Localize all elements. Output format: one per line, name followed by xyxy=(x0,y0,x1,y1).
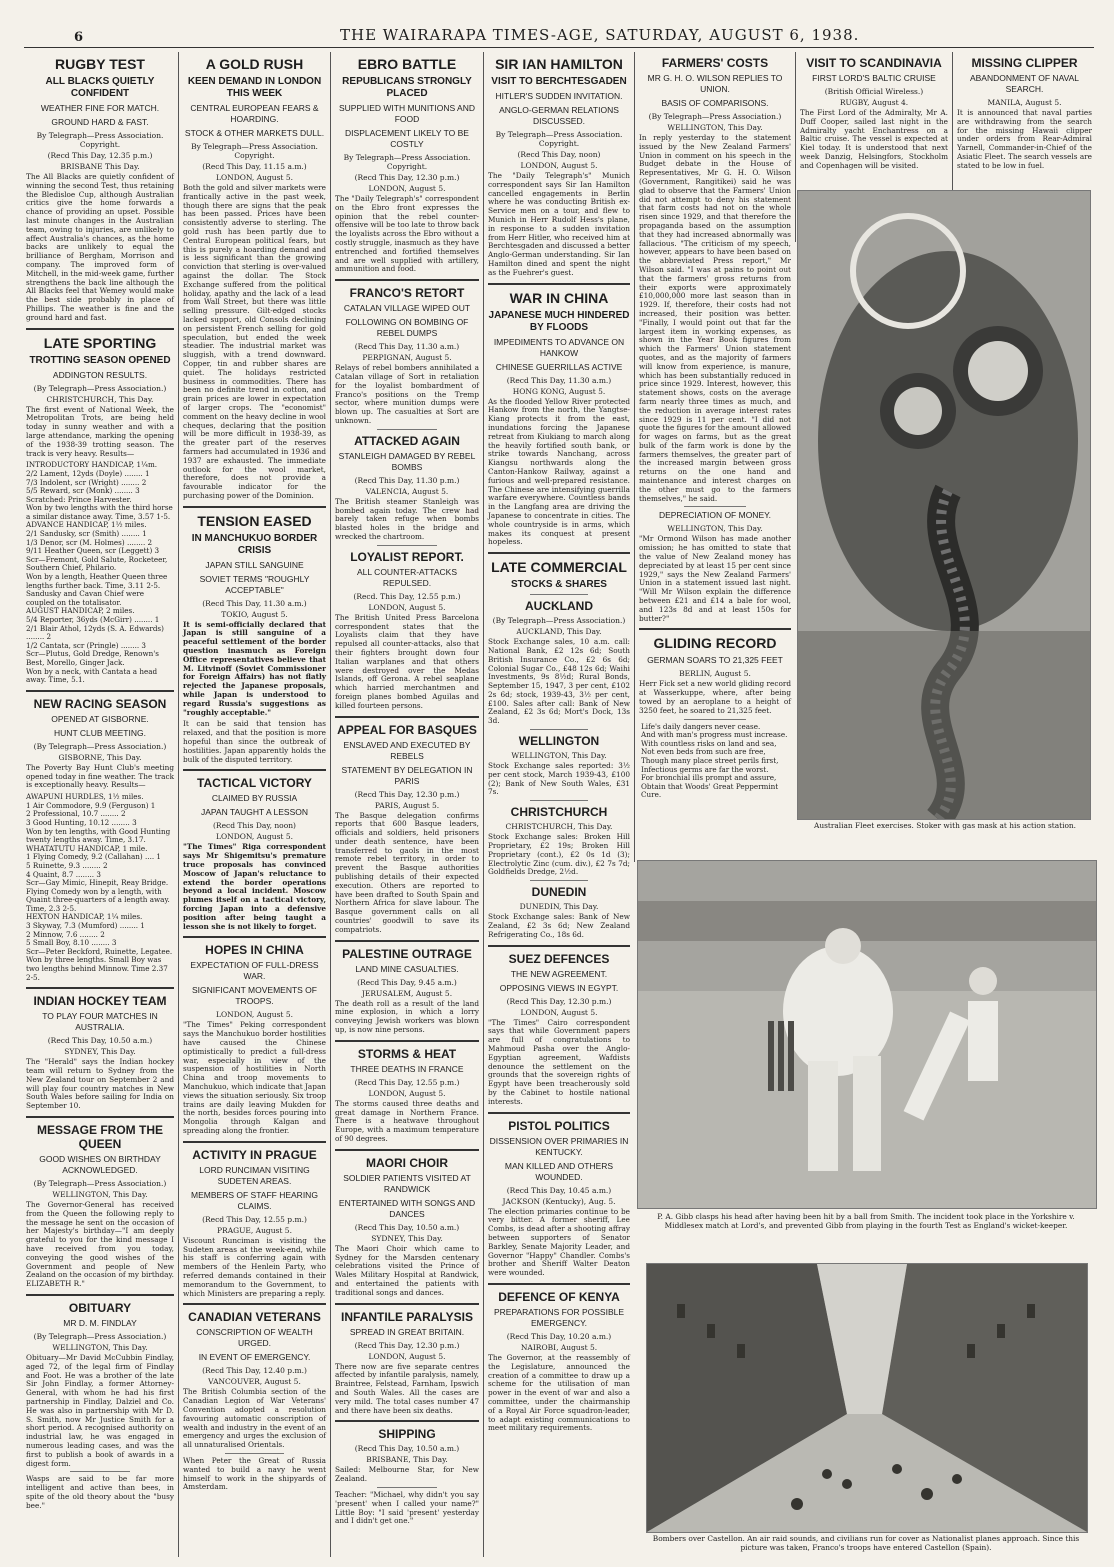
subheading: ABANDONMENT OF NAVAL SEARCH. xyxy=(969,73,1080,94)
newspaper-title: THE WAIRARAPA TIMES-AGE, SATURDAY, AUGUST 6, 1938. xyxy=(340,26,860,44)
received-time: (Recd This Day, 12.55 p.m.) xyxy=(202,1214,307,1224)
article-body: The death roll as a result of the land mine explosion, in which a lorry conveying Jewish workers was blown up, is now nine persons. xyxy=(335,998,479,1035)
dateline: BRISBANE, This Day. xyxy=(366,1455,448,1465)
subheading: TROTTING SEASON OPENED xyxy=(29,354,171,366)
article-body: The Basque delegation confirms reports that 600 Basque leaders, officials and soldiers, held prisoners under death sentence, have been transferred to gaols in the most remote rebel territory, in order to prevent the Basque authorities publishing details of their expected execution. Others are reported to have been drafted to South Spain and Northern Africa for slave labour. The Basque government calls on all countries' goodwill to save its compatriots. xyxy=(335,810,479,934)
section-rule xyxy=(488,283,630,285)
masthead-rule xyxy=(24,47,1094,48)
headline: NEW RACING SEASON xyxy=(33,696,167,711)
headline: DEFENCE OF KENYA xyxy=(498,1289,620,1304)
article-body: There now are five separate centres affected by infantile paralysis, namely, Braintree, Felstead, Farnham, Ipswich and South Wales. All the cases are very mild. The total cases number 47 and there have been six deaths. xyxy=(335,1361,479,1415)
separator xyxy=(377,545,436,546)
separator xyxy=(377,1487,436,1488)
column-rule xyxy=(330,52,331,1557)
dateline: SYDNEY, This Day. xyxy=(64,1047,136,1057)
column-5 xyxy=(637,52,793,842)
headline: MAORI CHOIR xyxy=(366,1155,448,1170)
dateline: NAIROBI, August 5. xyxy=(520,1342,598,1352)
filler-paragraph: Wasps are said to be far more intelligent and active than bees, in spite of the old theory about the "busy bee." xyxy=(26,1474,174,1510)
article-lead: "The Times" Riga correspondent says Mr Shigemitsu's premature truce proposals has convinced Moscow of Japan's reluctance to extend the border operations beyond a local incident. Moscow plumes itself on a tactical victory, forcing Japan into a defensive position after being taught a lesson she is not likely to forget. xyxy=(183,842,326,931)
byline: (By Telegraph—Press Association.) xyxy=(33,383,167,393)
photo-caption: Bombers over Castellon. An air raid sounds, and civilians run for cover as Nationalist planes approach. Since this picture was taken, Franco's troops have entered Castellon (Spain). xyxy=(652,1534,1080,1552)
article-body: "Mr Ormond Wilson has made another omission; he has omitted to state that the value of New Zealand money has depreciated by at least 15 per cent since 1929," says the New Zealand Farmers' Union in a statement issued last night. "Will Mr Wilson explain the difference between £21 and £14 a bale for wool, and 123s 8d and at least 150s for butter?" xyxy=(639,534,791,623)
article-body: The "Daily Telegraph's" Munich correspondent says Sir Ian Hamilton cancelled engagements in Berlin where he was conducting British ex-Service men on a tour, and flew to Munich in Herr Rudolf Hess's plane, in response to a sudden invitation from Herr Hitler, who received him at Berchtesgaden and discussed a better Anglo-German understanding. Sir Ian Hamilton dined and spent the night as the Fuehrer's guest. xyxy=(488,171,630,277)
dateline: LONDON, August 5. xyxy=(216,832,293,842)
subheading: MAN KILLED AND OTHERS WOUNDED. xyxy=(504,1160,614,1182)
subheading: ALL BLACKS QUIETLY CONFIDENT xyxy=(45,76,155,99)
section-rule xyxy=(639,628,791,630)
headline: A GOLD RUSH xyxy=(205,56,304,72)
subheading: ENSLAVED AND EXECUTED BY REBELS xyxy=(343,739,471,761)
article-body: The "Daily Telegraph's" correspondent on the Ebro front expresses the opinion that the rebel counter-offensive will be too late to throw back the loyalists across the Ebro without a costly struggle, inasmuch as they have entrenched and fortified themselves and are well supplied with artillery, ammunition and food. xyxy=(335,194,479,274)
dateline: GISBORNE, This Day. xyxy=(58,752,142,762)
article-lead: It is semi-officially declared that Japan is still sanguine of a peaceful settlement of the border question inasmuch as Foreign Office representatives believe that M. Litvinoff (Soviet Commissioner for Foreign Affairs) has not flatly rejected the Japanese proposals, while Japan is understood to regard Russia's suggestions as "roughly acceptable." xyxy=(183,619,326,717)
article-body: Stock Exchange sales: Bank of New Zealand, £2 3s 6d; New Zealand Refrigerating Co., 18s 6d. xyxy=(488,912,630,939)
headline: FARMERS' COSTS xyxy=(661,56,769,70)
headline: EBRO BATTLE xyxy=(357,56,457,72)
article-body: In reply yesterday to the statement issued by the New Zealand Farmers' Union in comment on his speech in the Budget debate in the House of Representatives, Mr G. H. O. Wilson (Government, Rangitikei) said he was glad to observe that the Farmers' Union did not attempt to deny his statement that farm costs had not on the whole risen since 1929, and that therefore the propaganda based on the assumption that they had increased abnormally was fallacious. "The criticism of my speech, however, appears to have been based on the abbreviated Press report," Mr Wilson said. "I was at pains to point out that the farmers' gross returns from their exports were approximately £10,000,000 more last season than in 1929. If, therefore, their costs had not increased, their position was better. "Finally, I would point out that far the largest item in working expenses, as shown in the Year Book figures from which the Farmers' Union statement quotes, and as the majority of farmers will know from experience, is manure, which has been substantially reduced in price since 1929. Interest, however, this statement shows, costs on the average farm nearly three times as much, and the reduction in average interest rates since 1929 is 11 per cent. "I did not quote the figures for the amount allowed for wages on farms, but as the great bulk of the farm work is done by the farmers themselves, the greater part of the increased margin between gross returns on the one hand and maintenance and interest charges on the other must go to the farmers themselves," he said. xyxy=(639,133,791,503)
headline: INDIAN HOCKEY TEAM xyxy=(33,994,167,1009)
subheading: LAND MINE CASUALTIES. xyxy=(355,963,459,974)
subheading: JAPAN TAUGHT A LESSON xyxy=(200,807,309,818)
subheading: CATALAN VILLAGE WIPED OUT xyxy=(343,303,471,314)
section-rule xyxy=(335,1040,479,1042)
received-time: (Recd This Day, 12.30 p.m.) xyxy=(354,1340,460,1350)
dateline: HONG KONG, August 5. xyxy=(512,386,606,396)
received-time: (Recd This Day, 12.40 p.m.) xyxy=(202,1366,307,1376)
dateline: CHRISTCHURCH, This Day. xyxy=(46,394,154,404)
dateline: LONDON, August 5. xyxy=(520,161,598,170)
column-rule xyxy=(634,52,635,862)
subheading: FOLLOWING ON BOMBING OF REBEL DUMPS xyxy=(345,317,469,339)
dateline: BERLIN, August 5. xyxy=(679,669,751,679)
article-body: Herr Fick set a new world gliding record at Wasserkuppe, where, after being towed by an aeroplane to a height of 3250 feet, he soared to 21,325 feet. xyxy=(639,679,791,715)
headline: STORMS & HEAT xyxy=(357,1046,457,1061)
masthead xyxy=(0,0,1114,48)
dateline: WELLINGTON, This Day. xyxy=(52,1342,148,1352)
article-body: The election primaries continue to be very bitter. A former sheriff, Lee Combs, is dead after a shooting affray between supporters of Senator Barkley, Senate Majority Leader, and Governor "Happy" Chandler. Combs's brother and Sheriff Walter Deaton were wounded. xyxy=(488,1206,630,1278)
subheading: SIGNIFICANT MOVEMENTS OF TROOPS. xyxy=(192,985,317,1007)
dateline: JERUSALEM, August 5. xyxy=(361,988,453,998)
section-rule xyxy=(335,1420,479,1422)
column-3 xyxy=(333,52,481,1557)
article-body: Relays of rebel bombers annihilated a Catalan village of Sort in retaliation for the loyalist bombardment of Franco's positions on the Tremp sector, where munition dumps were blown up. The casualties at Sort are unknown. xyxy=(335,363,479,425)
dateline: WELLINGTON, This Day. xyxy=(52,1190,148,1199)
headline: ACTIVITY IN PRAGUE xyxy=(192,1147,317,1162)
byline: (By Telegraph—Press Association.) xyxy=(33,1179,167,1188)
section-rule xyxy=(488,552,630,554)
received-time: (Recd This Day, 12.55 p.m.) xyxy=(354,1077,460,1087)
subheading: OPENED AT GISBORNE. xyxy=(51,713,149,724)
subheading: ANGLO-GERMAN RELATIONS DISCUSSED. xyxy=(499,105,619,126)
dateline: JACKSON (Kentucky), Aug. 5. xyxy=(502,1196,616,1206)
received-time: (Recd This Day, 9.45 a.m.) xyxy=(357,977,457,987)
photo-caption: P. A. Gibb clasps his head after having been hit by a ball from Smith. The incident took place in the Yorkshire v. Middlesex match at Lord's, and prevented Gibb from playing in the fourth Test as England's wicket-keeper. xyxy=(657,1212,1075,1230)
column-rule xyxy=(178,52,179,1557)
headline: TACTICAL VICTORY xyxy=(197,776,312,791)
subheading: GERMAN SOARS TO 21,325 FEET xyxy=(647,655,783,666)
section-rule xyxy=(183,1303,326,1305)
headline: SHIPPING xyxy=(378,1427,436,1442)
article-body: The Governor, at the reassembly of the Legislature, announced the creation of a committee to draw up a scheme for the utilisation of man power in the event of war and also a committee, under the chairmanship of a Royal Air Force squadron-leader, to adapt existing communications to meet military requirements. xyxy=(488,1352,630,1433)
subheading: HITLER'S SUDDEN INVITATION. xyxy=(495,91,623,101)
article-body: "The Times" Cairo correspondent says that while Government papers are full of congratulations to Mahmoud Pasha over the Anglo-Egyptian agreement, Wafdists denounce the settlement on the grounds that the sovereign rights of Egypt have been treacherously sold by the Cabinet to hostile national interests. xyxy=(488,1017,630,1106)
dateline: PERPIGNAN, August 5. xyxy=(362,353,452,363)
dateline: VANCOUVER, August 5. xyxy=(208,1377,301,1387)
section-rule xyxy=(26,690,174,692)
article-body: The First Lord of the Admiralty, Mr A. Duff Cooper, sailed last night in the Admiralty yacht Enchantress on a Baltic cruise. The vessel is expected at Kiel today. It is understood that next week Danzig, Helsingfors, Stockholm and Copenhagen will be visited. xyxy=(800,108,948,170)
headline: CHRISTCHURCH xyxy=(510,805,608,820)
separator xyxy=(225,1453,284,1454)
article-body: The British United Press Barcelona correspondent states that the Loyalists claim that they have repulsed all counter-attacks, also that their fighters brought down four Italian warplanes and that others were destroyed over the Medas Islands, off Gerona. A rebel seaplane which harried merchantmen and foreign planes bombed Aguilas and killed fourteen persons. xyxy=(335,612,479,710)
dateline: TOKIO, August 5. xyxy=(221,609,288,619)
article-body: Both the gold and silver markets were frantically active in the past week, though there are signs that the peak has been passed. Prices have been consistently adverse to sterling. The gold rush has been partly due to Central European political fears, but this is purely a hoarding demand and is less significant than the growing conviction that sterling is over-valued against the dollar. The Stock Exchange suffered from the political holiday, apathy and the lack of a lead from Wall Street, but there was little selling pressure. Gilt-edged stocks lacked support, old Consols declining on persistent French selling for gold speculation, but ended the week steadier. The industrial market was sluggish, with a trend downward. Copper, tin and rubber shares are quiet. The holidays restricted business in commodities. There has been no definite trend in cotton, and grain prices are lower in expectation of larger crops. The "economist" comment on the heavy decline in wool cheques, declaring that the position will be more difficult in 1938-39, as the greater part of the reserves farmers had accumulated in 1936 and 1937 are exhausted. The immediate outlook for the wool market, therefore, does not provide a favourable indicator for the purchasing power of the Dominion. xyxy=(183,183,326,500)
subheading: JAPAN STILL SANGUINE xyxy=(205,559,304,570)
headline: SUEZ DEFENCES xyxy=(508,951,610,966)
dateline: WELLINGTON, This Day. xyxy=(667,524,763,534)
dateline: LONDON, August 5. xyxy=(368,602,446,612)
dateline: BRISBANE This Day. xyxy=(60,162,140,171)
separator xyxy=(530,729,588,730)
dateline: DUNEDIN, This Day. xyxy=(519,902,599,912)
dateline: MANILA, August 5. xyxy=(987,98,1062,107)
dateline: AUCKLAND, This Day. xyxy=(516,627,602,637)
received-time: (Recd This Day, 10.45 a.m.) xyxy=(506,1185,612,1195)
received-time: (Recd This Day, noon) xyxy=(517,150,601,159)
subheading: ADDINGTON RESULTS. xyxy=(52,369,148,380)
subheading: GROUND HARD & FAST. xyxy=(51,117,149,127)
separator xyxy=(684,506,746,507)
section-rule xyxy=(488,945,630,947)
subheading: IMPEDIMENTS TO ADVANCE ON HANKOW xyxy=(493,336,625,358)
dateline: WELLINGTON, This Day. xyxy=(511,751,607,761)
subheading: DISPLACEMENT LIKELY TO BE COSTLY xyxy=(345,128,469,149)
subheading: ALL COUNTER-ATTACKS REPULSED. xyxy=(357,566,457,588)
dateline: LONDON, August 5. xyxy=(368,1088,446,1098)
subheading: VISIT TO BERCHTESGADEN xyxy=(491,76,627,87)
photo-cricket xyxy=(637,860,1097,1209)
received-time: (Recd This Day, 11.30 a.m.) xyxy=(202,598,307,608)
photo-gasmask-stoker xyxy=(797,190,1091,820)
headline: SIR IAN HAMILTON xyxy=(495,56,623,72)
byline: (By Telegraph—Press Association.) xyxy=(33,741,167,751)
article-body: Stock Exchange sales reported: 3½ per cent stock, March 1939-43, £100 (2); Bank of New South Wales, £31 7s. xyxy=(488,761,630,797)
article-body: As the flooded Yellow River protected Hankow from the north, the Yangtse-Kiang protects it from the east, inundations forcing the Japanese retreat from Kiukiang to march along the heavily fortified south bank, or strike towards Nanchang, across Kiangsu northwards along the Canton-Hankow Railway, against a furious and well-prepared resistance. The Chinese are intensifying guerrilla warfare everywhere. Countless bands in the Langfang area are driving the Japanese to concentrate in cities. The whole countryside is in arms, which makes its conquest at present hopeless. xyxy=(488,396,630,547)
subheading: STANLEIGH DAMAGED BY REBEL BOMBS xyxy=(338,450,476,472)
subheading: EXPECTATION OF FULL-DRESS WAR. xyxy=(190,960,319,982)
subheading: BASIS OF COMPARISONS. xyxy=(661,98,769,108)
separator xyxy=(530,880,588,881)
headline: PISTOL POLITICS xyxy=(508,1118,610,1133)
filler-paragraph: Teacher: "Michael, why didn't you say 'present' when I called your name?" Little Boy: "I said 'present' yesterday and I didn't get one." xyxy=(335,1489,479,1526)
separator xyxy=(70,1471,131,1472)
byline: (British Official Wireless.) xyxy=(824,87,924,96)
headline: LATE SPORTING xyxy=(43,334,157,351)
section-rule xyxy=(335,1149,479,1151)
separator xyxy=(530,594,588,595)
subheading: OPPOSING VIEWS IN EGYPT. xyxy=(499,982,619,993)
subheading: LORD RUNCIMAN VISITING SUDETEN AREAS. xyxy=(199,1164,310,1186)
column-7 xyxy=(955,52,1094,187)
subheading: CLAIMED BY RUSSIA xyxy=(211,793,298,804)
received-time: (Recd This Day, noon) xyxy=(213,821,296,831)
subheading: MR D. M. FINDLAY xyxy=(63,1317,137,1328)
headline: INFANTILE PARALYSIS xyxy=(340,1309,474,1324)
section-rule xyxy=(335,1303,479,1305)
article-body: The "Herald" says the Indian hockey team will return to Sydney from the New Zealand tour on September 2 and will play four country matches in New South Wales before sailing for India on September 10. xyxy=(26,1057,174,1111)
article-body: The British steamer Stanleigh was bombed again today. The crew had barely taken refuge when bombs blasted holes in the bridge and wrecked the chartroom. xyxy=(335,496,479,541)
headline: PALESTINE OUTRAGE xyxy=(342,946,472,961)
article-body: Stock Exchange sales: Broken Hill Proprietary, £2 19s; Broken Hill Proprietary (cont.), £2 0s 1d (3); Electrolytic Zinc (cum. div.), £2 7s 7d; Goldfields Dredge, 2½d. xyxy=(488,832,630,877)
section-rule xyxy=(335,940,479,942)
section-rule xyxy=(488,1112,630,1114)
headline: TENSION EASED xyxy=(197,512,312,529)
headline: VISIT TO SCANDINAVIA xyxy=(806,56,942,70)
subheading: FIRST LORD'S BALTIC CRUISE xyxy=(812,73,936,83)
headline: HOPES IN CHINA xyxy=(205,943,304,958)
byline: By Telegraph—Press Association. Copyright. xyxy=(343,153,471,171)
subheading: MEMBERS OF STAFF HEARING CLAIMS. xyxy=(191,1189,318,1211)
dateline: LONDON, August 5. xyxy=(216,173,293,182)
dateline: LONDON, August 5. xyxy=(216,1010,293,1020)
headline: WELLINGTON xyxy=(518,734,600,749)
article-body: It is announced that naval parties are withdrawing from the search for the missing Hawaii clipper under orders from Rear-Admiral Yarnell, Commander-in-Chief of the Asiatic Fleet. The search vessels are stated to be low in fuel. xyxy=(957,108,1092,170)
headline: MISSING CLIPPER xyxy=(971,56,1078,70)
headline: DUNEDIN xyxy=(531,885,587,900)
article-body: It can be said that tension has relaxed, and that the position is more hopeful than since the outbreak of hostilities. Japan apparently holds the bulk of the disputed territory. xyxy=(183,719,326,764)
byline: By Telegraph—Press Association. Copyright. xyxy=(495,130,623,148)
subheading: CHINESE GUERRILLAS ACTIVE xyxy=(495,361,623,372)
section-rule xyxy=(26,987,174,989)
received-time: (Recd This Day, 10.50 a.m.) xyxy=(354,1444,460,1454)
column-1 xyxy=(24,52,176,1557)
dateline: LONDON, August 5. xyxy=(520,1007,598,1017)
byline: By Telegraph—Press Association. Copyright. xyxy=(191,142,318,160)
column-6 xyxy=(798,52,950,187)
article-body: The All Blacks are quietly confident of winning the second Test, thus retaining the Bledisloe Cup, although Australian critics give the home forwards a chance of providing an upset. Possible last minute changes in the Australian team, owing to injuries, are unlikely to affect Australia's chances, as the home backs are unlikely to equal the brilliance of Bergham, Morrison and company. The improved form of Mitchell, in the mid-week game, further strengthens the back line although the All Blacks feel that Wemey would make the best side probably in place of Phillips. The weather is fine and the ground hard and fast. xyxy=(26,172,175,322)
subheading: SUPPLIED WITH MUNITIONS AND FOOD xyxy=(338,103,475,124)
dateline: PARIS, August 5. xyxy=(374,800,440,810)
headline: APPEAL FOR BASQUES xyxy=(337,722,477,737)
article-body: The storms caused three deaths and great damage in Northern France. There is a heatwave throughout Europe, with a maximum temperature of 90 degrees. xyxy=(335,1098,479,1144)
subheading: SOVIET TERMS "ROUGHLY ACCEPTABLE" xyxy=(199,573,310,595)
received-time: (Recd This Day, 11.30 a.m.) xyxy=(506,375,612,385)
received-time: (Recd This Day, 12.35 p.m.) xyxy=(47,151,153,160)
page-number: 6 xyxy=(74,30,84,45)
subheading: HUNT CLUB MEETING. xyxy=(54,727,146,738)
separator xyxy=(684,719,746,720)
section-rule xyxy=(335,279,479,281)
headline: WAR IN CHINA xyxy=(509,289,609,306)
dateline: LONDON, August 5. xyxy=(368,184,446,193)
article-body: Viscount Runciman is visiting the Sudeten areas at the week-end, while his staff is conferring again with members of the Henlein Party, who referred demands contained in their memorandum to the Government, to which Ministers are preparing a reply. xyxy=(183,1235,326,1298)
section-rule xyxy=(26,328,174,330)
subheading: DISSENSION OVER PRIMARIES IN KENTUCKY. xyxy=(489,1135,629,1157)
photo-caption: Australian Fleet exercises. Stoker with gas mask at his action station. xyxy=(814,821,1076,830)
article-body: The Maori Choir which came to Sydney for the Marsden centenary celebrations visited the Prince of Wales Military Hospital at Randwick, and entertained the patients with traditional songs and dances. xyxy=(335,1243,479,1297)
received-time: (Recd This Day, 11.30 p.m.) xyxy=(354,475,460,485)
subheading: REPUBLICANS STRONGLY PLACED xyxy=(342,76,472,99)
subheading: THE NEW AGREEMENT. xyxy=(510,968,608,979)
subheading: GOOD WISHES ON BIRTHDAY ACKNOWLEDGED. xyxy=(39,1154,161,1175)
section-rule xyxy=(183,936,326,938)
byline: By Telegraph—Press Association. Copyright. xyxy=(36,131,164,149)
subheading: KEEN DEMAND IN LONDON THIS WEEK xyxy=(187,76,322,99)
article-body: The Governor-General has received from the Queen the following reply to the message he sent on the occasion of her Majesty's birthday—"I am deeply grateful to you for the kind message I have received from you today, conveying the good wishes of the Government and people of New Zealand on the occasion of my birthday. ELIZABETH R." xyxy=(26,1200,174,1289)
advertisement-verse: Life's daily dangers never cease. And with man's progress must increase. With countless risks on land and sea, Not even beds from such are free, Though many place street perils first, Infectious germs are far the worst. For bronchial ills prompt and assure, Obtain that Woods' Great Peppermint Cure. xyxy=(641,721,788,800)
subheading: SPREAD IN GREAT BRITAIN. xyxy=(349,1326,465,1337)
section-rule xyxy=(488,1283,630,1285)
subheading: MR G. H. O. WILSON REPLIES TO UNION. xyxy=(647,73,783,94)
headline: GLIDING RECORD xyxy=(653,635,777,652)
column-4 xyxy=(486,52,632,1557)
byline: (By Telegraph—Press Association.) xyxy=(492,616,626,626)
section-rule xyxy=(183,506,326,508)
article-body: The British Columbia section of the Canadian Legion of War Veterans' Convention adopted a resolution favouring automatic conscription of wealth and industry in the event of an emergency and urges the exclusion of all unnaturalised Orientals. xyxy=(183,1387,326,1450)
headline: ATTACKED AGAIN xyxy=(354,433,460,448)
subheading: JAPANESE MUCH HINDERED BY FLOODS xyxy=(488,309,630,333)
dateline: WELLINGTON, This Day. xyxy=(667,123,763,132)
article-body: "The Times" Peking correspondent says the Manchukuo border hostilities have caused the Chinese optimistically to predict a full-dress war, especially in view of the suspension of hostilities in North China and troop movements to Manchukuo, which indicate that Japan views the situation seriously. Six troop trains are daily leaving Mukden for the north, besides forces pouring into Mongolia through Kalgan and spreading along the frontier. xyxy=(183,1020,326,1135)
subheading: IN EVENT OF EMERGENCY. xyxy=(198,1352,311,1363)
subheading: DEPRECIATION OF MONEY. xyxy=(658,510,772,521)
headline: LATE COMMERCIAL xyxy=(491,559,627,576)
subheading: PREPARATIONS FOR POSSIBLE EMERGENCY. xyxy=(493,1306,625,1328)
separator xyxy=(530,800,588,801)
received-time: (Recd This Day, 11.30 a.m.) xyxy=(354,342,460,352)
race-results: INTRODUCTORY HANDICAP, 1¼m. 2/2 Lament, 12yds (Doyle) ........ 1 7/3 Indolent, scr (Wright) ........ 2 5/5 Reward, scr (Monk) ........ 3 Scratched: Prince Harvester. Won by two lengths with the third horse a similar distance away. Time, 3.57 1-5. ADVANCE HANDICAP, 1½ miles. 2/1 Sandusky, scr (Smith) ........ 1 1/3 Denor, scr (M. Holmes) ........ 2 9/11 Heather Queen, scr (Leggett) 3 Scr—Fremont, Gold Salute, Rocketeer, Southern Chief, Philario. Won by a length, Heather Queen three lengths further back. Time, 3.11 2-5. Sandusky and Cavan Chief were coupled on the totalisator. AUGUST HANDICAP, 2 miles. 5/4 Reporter, 36yds (McGirr) ........ 1 2/1 Blair Athol, 12yds (S. A. Edwards) ........ 2 1/2 Cantata, scr (Pringle) ........ 3 Scr—Plutus, Gold Dredge, Renown's Best, Morello, Ginger Jack. Won by a neck, with Cantata a head away. Time, 5.1. xyxy=(26,460,173,685)
subheading: ENTERTAINED WITH SONGS AND DANCES xyxy=(338,1197,476,1219)
subheading: SOLDIER PATIENTS VISITED AT RANDWICK xyxy=(343,1172,471,1194)
dateline: LONDON, August 5. xyxy=(368,1351,446,1361)
subheading: WEATHER FINE FOR MATCH. xyxy=(40,103,160,113)
section-rule xyxy=(26,1116,174,1118)
race-results: AWAPUNI HURDLES, 1½ miles. 1 Air Commodore, 9.9 (Ferguson) 1 2 Professional, 10.7 ........ 2 3 Good Hunting, 10.12 ........ 3 Won by ten lengths, with Good Hunting twenty lengths away. Time, 3.17. WHATATUTU HANDICAP, 1 mile. 1 Flying Comedy, 9.2 (Callahan) .... 1 5 Ruinette, 9.3 ........ 2 4 Quaint, 8.7 ........ 3 Scr—Gay Mimic, Hinepit, Reay Bridge. Flying Comedy won by a length, with Quaint three-quarters of a length away. Time, 2.3 2-5. HEXTON HANDICAP, 1¼ miles. 3 Skyway, 7.3 (Mumford) ........ 1 2 Minnow, 7.6 ........ 2 5 Small Boy, 8.10 ........ 3 Scr—Peter Beckford, Ruinette, Legatee. Won by three lengths. Small Boy was two lengths behind Minnow. Time 2.37 2-5. xyxy=(26,792,173,982)
dateline: SYDNEY, This Day. xyxy=(371,1233,443,1243)
received-time: (Recd This Day, 11.15 a.m.) xyxy=(202,162,307,171)
section-rule xyxy=(183,1141,326,1143)
subheading: THREE DEATHS IN FRANCE xyxy=(350,1063,464,1074)
dateline: VALENCIA, August 5. xyxy=(365,486,449,496)
received-time: (Recd This Day, 10.20 a.m.) xyxy=(506,1331,612,1341)
subheading: CENTRAL EUROPEAN FEARS & HOARDING. xyxy=(190,103,319,124)
received-time: (Recd This Day, 12.30 p.m.) xyxy=(354,789,460,799)
filler-paragraph: When Peter the Great of Russia wanted to build a navy he went himself to work in the shipyards of Amsterdam. xyxy=(183,1455,326,1492)
headline: AUCKLAND xyxy=(525,599,593,614)
subheading: STATEMENT BY DELEGATION IN PARIS xyxy=(341,764,473,786)
received-time: (Recd This Day, 10.50 a.m.) xyxy=(47,1036,153,1046)
received-time: (Recd. This Day, 12.55 p.m.) xyxy=(353,591,461,601)
byline: (By Telegraph—Press Association.) xyxy=(648,112,782,121)
subheading: STOCK & OTHER MARKETS DULL. xyxy=(184,128,325,138)
headline: RUGBY TEST xyxy=(55,56,145,72)
subheading: TO PLAY FOUR MATCHES IN AUSTRALIA. xyxy=(42,1011,158,1033)
article-body: Stock Exchange sales, 10 a.m. call: National Bank, £2 12s 6d; South British Insurance Co., £2 6s 6d; Colonial Sugar Co., £48 12s 6d; Waihi Investments, 9s 8½d; Rural Bonds, September 15, 1947, 3 per cent, £102 2s 6d; stock, 1939-43, 3½ per cent, £100. Sales after call: Bank of New Zealand, £2 3s 6d; Mort's Dock, 13s 3d. xyxy=(488,637,630,726)
section-rule xyxy=(183,769,326,771)
section-rule xyxy=(335,716,479,718)
subheading: CONSCRIPTION OF WEALTH URGED. xyxy=(196,1327,313,1349)
headline: FRANCO'S RETORT xyxy=(349,286,465,301)
article-body: The Poverty Bay Hunt Club's meeting opened today in fine weather. The track is exceptionally heavy. Results— xyxy=(26,762,174,790)
photo-castellon xyxy=(646,1263,1088,1533)
headline: OBITUARY xyxy=(68,1300,132,1315)
section-rule xyxy=(26,1294,174,1296)
subheading: IN MANCHUKUO BORDER CRISIS xyxy=(191,532,318,556)
received-time: (Recd This Day, 10.50 a.m.) xyxy=(354,1222,460,1232)
subheading: STOCKS & SHARES xyxy=(511,579,607,591)
received-time: (Recd This Day, 12.30 p.m.) xyxy=(354,173,460,182)
column-rule xyxy=(483,52,484,1557)
byline: (By Telegraph—Press Association.) xyxy=(33,1331,167,1341)
dateline: RUGBY, August 4. xyxy=(839,98,909,107)
column-2 xyxy=(181,52,328,1557)
headline: CANADIAN VETERANS xyxy=(188,1310,321,1325)
headline: MESSAGE FROM THE QUEEN xyxy=(36,1123,163,1151)
received-time: (Recd This Day, 12.30 p.m.) xyxy=(506,996,612,1006)
article-body: The first event of National Week, the Metropolitan Trots, are being held today in sunny weather and with a large attendance, marking the opening of the 1938-39 trotting season. The track is very heavy. Results— xyxy=(26,404,174,458)
dateline: CHRISTCHURCH, This Day. xyxy=(505,822,613,832)
separator xyxy=(377,429,436,430)
article-body: Obituary—Mr David McCubbin Findlay, aged 72, of the legal firm of Findlay and Foot. He was a brother of the late Sir John Findlay, a former Attorney-General, with whom he had his first partnership in Findlay, Dalziel and Co. He was also in partnership with Mr D. S. Smith, now Mr Justice Smith for a short period. A recognised authority on industrial law, he was engaged in numerous leading cases, and was the first to publish a book of awards in a digest form. xyxy=(26,1352,174,1468)
dateline: PRAGUE, August 5. xyxy=(217,1225,292,1235)
column-rule xyxy=(795,52,796,242)
headline: LOYALIST REPORT. xyxy=(350,549,464,564)
article-body: Sailed: Melbourne Star, for New Zealand. xyxy=(335,1465,479,1484)
